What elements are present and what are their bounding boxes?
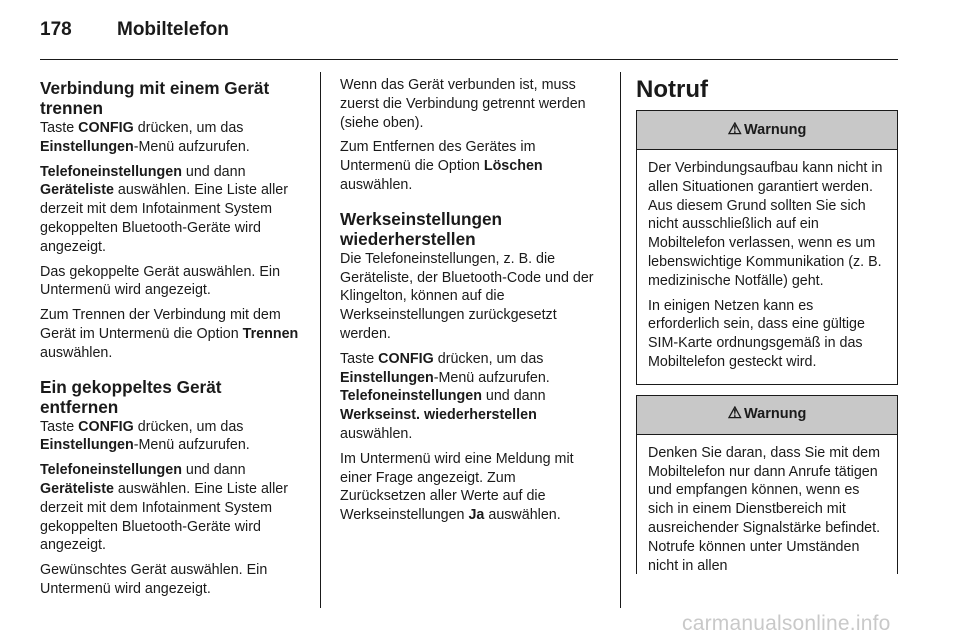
paragraph: Telefoneinstellungen und dann Geräteliste auswählen. Eine Liste aller derzeit mit dem Infotainment System gekoppelten Bluetooth-Geräte wird angezeigt. xyxy=(40,163,288,255)
menu-label: Werkseinst. wiederherstellen xyxy=(340,407,537,424)
paragraph: Der Verbindungsaufbau kann nicht in allen Situationen garantiert werden. Aus diesem Grund sollten Sie sich nicht ausschließlich auf ein Mobiltelefon verlassen, wenn es um lebenswichtige Kommunikation (z. B. medizinische Notfälle) geht. xyxy=(648,160,883,289)
paragraph: Taste CONFIG drücken, um das Einstellungen-Menü aufzurufen. xyxy=(40,418,250,454)
paragraph: Taste CONFIG drücken, um das Einstellungen-Menü aufzurufen. Telefoneinstellungen und dann Werkseinst. wiederherstellen auswählen. xyxy=(340,350,550,442)
paragraph: Zum Entfernen des Gerätes im Untermenü die Option Löschen auswählen. xyxy=(340,139,543,193)
paragraph: Zum Trennen der Verbindung mit dem Gerät im Untermenü die Option Trennen auswählen. xyxy=(40,307,299,361)
section-heading-factory-reset: Werkseinstellungen wiederherstellen xyxy=(340,208,503,249)
section-heading-disconnect: Verbindung mit einem Gerät trennen xyxy=(40,78,270,118)
section-heading-emergency-call: Notruf xyxy=(636,76,708,103)
column-divider-2 xyxy=(620,72,621,608)
menu-label: Geräteliste xyxy=(40,182,114,199)
warning-triangle-icon: ⚠ xyxy=(727,120,743,138)
paragraph: Das gekoppelte Gerät auswählen. Ein Untermenü wird angezeigt. xyxy=(40,263,281,299)
menu-label: Löschen xyxy=(483,158,543,175)
paragraph: Telefoneinstellungen und dann Geräteliste auswählen. Eine Liste aller derzeit mit dem Infotainment System gekoppelten Bluetooth-Geräte wird angezeigt. xyxy=(40,462,288,554)
menu-label: Geräteliste xyxy=(40,480,114,497)
warning-body xyxy=(637,435,897,574)
menu-label: Ja xyxy=(468,507,485,524)
key-label: CONFIG xyxy=(378,350,434,367)
menu-label: Telefoneinstellungen xyxy=(340,388,482,405)
menu-label: Einstellungen xyxy=(340,369,434,386)
menu-label: Einstellungen xyxy=(40,138,134,155)
paragraph: Wenn das Gerät verbunden ist, muss zuerst die Verbindung getrennt werden (siehe oben). xyxy=(340,77,586,131)
column-3 xyxy=(636,76,898,582)
paragraph: Taste CONFIG drücken, um das Einstellungen-Menü aufzurufen. xyxy=(40,120,250,155)
warning-body xyxy=(637,150,897,384)
menu-label: Trennen xyxy=(242,325,299,342)
section-heading-remove-device: Ein gekoppeltes Gerät entfernen xyxy=(40,376,222,417)
page-number: 178 xyxy=(40,19,72,40)
warning-title: Warnung xyxy=(744,406,807,423)
paragraph: In einigen Netzen kann es erforderlich sein, dass eine gültige SIM-Karte ordnungsgemäß in das Mobiltelefon gesteckt wird. xyxy=(648,297,865,370)
warning-header xyxy=(637,396,897,435)
column-1 xyxy=(40,76,302,605)
menu-label: Telefoneinstellungen xyxy=(40,462,182,479)
chapter-title: Mobiltelefon xyxy=(117,19,229,40)
warning-box-1 xyxy=(636,110,898,385)
paragraph: Denken Sie daran, dass Sie mit dem Mobiltelefon nur dann Anrufe tätigen und empfangen können, wenn es sich in einem Dienstbereich mit ausreichender Signalstärke befindet. Notrufe können unter Umständen nicht in allen xyxy=(648,444,881,574)
watermark: carmanualsonline.info xyxy=(682,612,891,635)
paragraph: Die Telefoneinstellungen, z. B. die Geräteliste, der Bluetooth-Code und der Klingelton, können auf die Werkseinstellungen zurückgesetzt werden. xyxy=(340,250,594,342)
paragraph: Im Untermenü wird eine Meldung mit einer Frage angezeigt. Zum Zurücksetzen aller Werte auf die Werkseinstellungen Ja auswählen. xyxy=(340,450,574,524)
warning-title: Warnung xyxy=(744,121,807,138)
menu-label: Einstellungen xyxy=(40,437,134,454)
menu-label: Telefoneinstellungen xyxy=(40,163,182,180)
key-label: CONFIG xyxy=(78,120,134,136)
header-rule xyxy=(40,59,898,60)
key-label: CONFIG xyxy=(78,418,134,435)
warning-triangle-icon: ⚠ xyxy=(727,405,743,423)
warning-header xyxy=(637,111,897,150)
column-divider-1 xyxy=(320,72,321,608)
column-2 xyxy=(340,76,604,531)
warning-box-2 xyxy=(636,395,898,574)
paragraph: Gewünschtes Gerät auswählen. Ein Untermenü wird angezeigt. xyxy=(40,562,268,597)
